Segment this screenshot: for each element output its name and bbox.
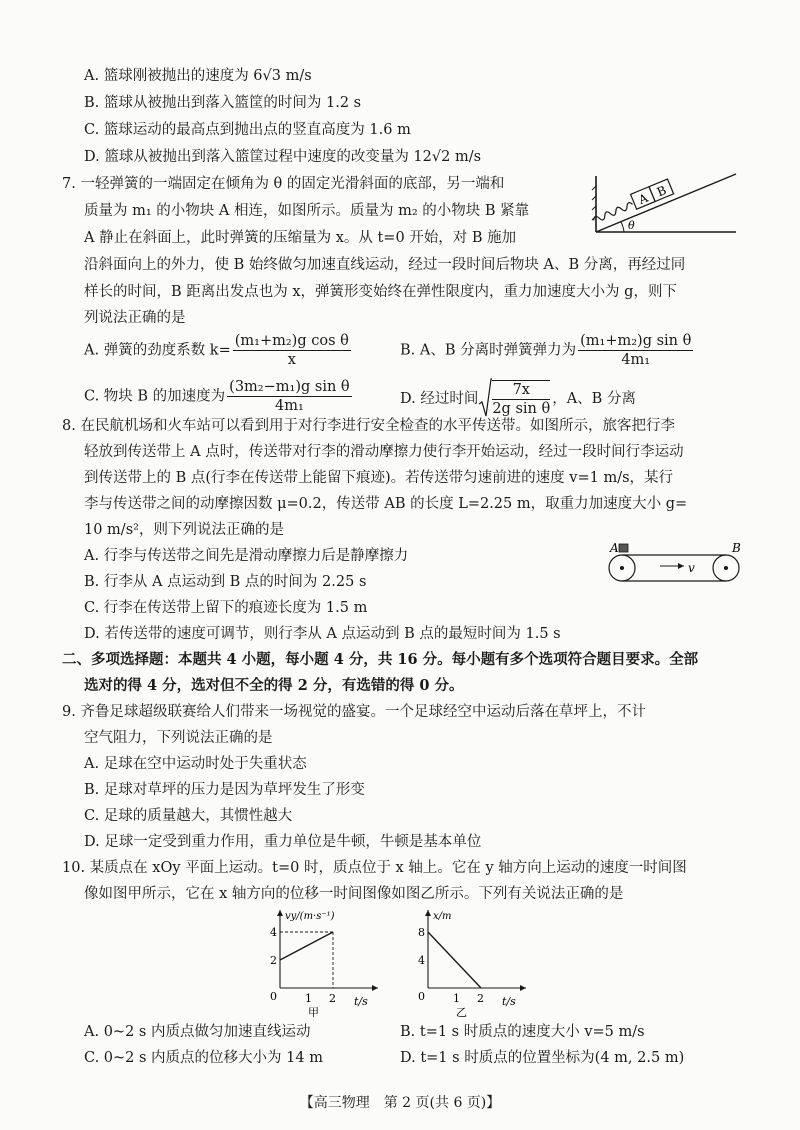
q6-option-d: D. 篮球从被抛出到落入篮筐过程中速度的改变量为 12√2 m/s [84,149,482,165]
q8-stem-line5: 10 m/s²，则下列说法正确的是 [84,522,284,538]
q7-stem-line1: 7. 一轻弹簧的一端固定在倾角为 θ 的固定光滑斜面的底部，另一端和 [62,176,505,192]
q7-stem-line3: A 静止在斜面上，此时弹簧的压缩量为 x。从 t=0 开始，对 B 施加 [84,230,517,246]
q7-option-a [84,332,353,369]
q9-option-d: D. 足球一定受到重力作用，重力单位是牛顿，牛顿是基本单位 [84,834,482,850]
q7-fig-theta: θ [628,219,635,232]
q7-option-c-numerator: (3m₂−m₁)g sin θ [229,379,350,395]
q8-conveyor-figure [606,540,744,592]
section2-heading-line1: 二、多项选择题：本题共 4 小题，每小题 4 分，共 16 分。每小题有多个选项符合题目要求。全部 [62,651,699,668]
q10-graph-yi-ytick-4: 4 [418,954,425,967]
q7-option-d-fraction [492,380,550,418]
q10-option-c: C. 0~2 s 内质点的位移大小为 14 m [84,1050,323,1066]
q7-option-b-fraction [578,332,693,369]
q10-graph-yi-ylabel: x/m [433,911,452,922]
q7-option-d-numerator: 7x [492,381,550,400]
q8-fig-label-a: A [610,541,619,555]
q10-option-d: D. t=1 s 时质点的位置坐标为(4 m, 2.5 m) [400,1050,685,1066]
q8-fig-label-b: B [732,541,741,555]
q7-option-c [84,378,354,415]
q8-stem-line2: 轻放到传送带上 A 点时，传送带对行李的滑动摩擦力使行李开始运动，经过一段时间行李运动 [84,444,684,460]
q10-graph-jia-xlabel: t/s [354,995,368,1008]
q10-graph-yi-ytick-8: 8 [418,926,425,939]
q7-option-a-fraction [233,332,351,369]
q10-graph-jia [258,908,388,1020]
q10-graph-yi-xtick-2: 2 [477,992,484,1005]
q10-graph-jia-ylabel: vy/(m·s⁻¹) [285,911,335,922]
q8-option-c: C. 行李在传送带上留下的痕迹长度为 1.5 m [84,600,368,616]
q10-graph-yi-origin: 0 [418,990,425,1003]
q10-stem-line1: 10. 某质点在 xOy 平面上运动。t=0 时，质点位于 x 轴上。它在 y 轴方向上运动的速度一时间图 [62,860,687,876]
q7-stem-line4: 沿斜面向上的外力，使 B 始终做匀加速直线运动，经过一段时间后物块 A、B 分离，再经过同 [84,257,686,273]
q7-option-d-prefix: D. 经过时间 [400,391,479,407]
q7-option-b [400,332,695,369]
q8-option-b: B. 行李从 A 点运动到 B 点的时间为 2.25 s [84,574,367,590]
q7-option-d [400,378,636,420]
q6-option-b: B. 篮球从被抛出到落入篮筐的时间为 1.2 s [84,95,362,111]
q7-stem-line2: 质量为 m₁ 的小物块 A 相连，如图所示。质量为 m₂ 的小物块 B 紧靠 [84,203,530,219]
page-footer: 【高三物理 第 2 页(共 6 页)】 [299,1095,501,1111]
q7-option-b-numerator: (m₁+m₂)g sin θ [580,333,692,349]
q7-option-b-prefix: B. A、B 分离时弹簧弹力为 [400,342,577,359]
q6-option-a: A. 篮球刚被抛出的速度为 6√3 m/s [84,68,312,84]
q10-graph-jia-ytick-4: 4 [270,926,277,939]
q7-option-a-numerator: (m₁+m₂)g cos θ [234,333,349,349]
q7-option-d-suffix: ，A、B 分离 [552,391,636,407]
q10-option-b: B. t=1 s 时质点的速度大小 v=5 m/s [400,1024,645,1040]
q10-graph-yi-line [428,932,481,988]
q8-stem-line4: 李与传送带之间的动摩擦因数 μ=0.2，传送带 AB 的长度 L=2.25 m，取重力加速度大小 g= [84,496,688,512]
q10-graph-yi-xlabel: t/s [502,995,516,1008]
q10-option-a: A. 0~2 s 内质点做匀加速直线运动 [84,1024,311,1040]
q7-fig-label-b: B [654,183,669,200]
luggage-icon [619,544,628,552]
q7-option-b-denominator: 4m₁ [621,352,651,368]
q9-option-c: C. 足球的质量越大，其惯性越大 [84,808,293,824]
q8-option-a: A. 行李与传送带之间先是滑动摩擦力后是静摩擦力 [84,548,409,564]
q7-option-c-prefix: C. 物块 B 的加速度为 [84,388,226,405]
q8-fig-label-v: v [688,561,695,575]
q9-stem-line1: 9. 齐鲁足球超级联赛给人们带来一场视觉的盛宴。一个足球经空中运动后落在草坪上，不计 [62,704,646,720]
q10-graph-yi [406,908,536,1020]
q7-option-c-denominator: 4m₁ [275,398,304,414]
q7-option-d-denominator: 2g sin θ [492,401,551,417]
q10-graph-jia-caption: 甲 [308,1006,319,1019]
q8-stem-line3: 到传送带上的 B 点(行李在传送带上能留下痕迹)。若传送带匀速前进的速度 v=1 m/s，某行 [84,470,674,486]
q10-graph-jia-xtick-1: 1 [305,992,312,1005]
sqrt-sign-icon [478,378,492,420]
q7-option-a-denominator: x [287,352,296,368]
q10-graph-yi-caption: 乙 [456,1006,467,1019]
q10-graph-jia-ytick-2: 2 [270,954,277,967]
q9-option-a: A. 足球在空中运动时处于失重状态 [84,756,307,772]
q6-option-c: C. 篮球运动的最高点到抛出点的竖直高度为 1.6 m [84,122,411,138]
q7-stem-line6: 列说法正确的是 [84,310,186,326]
q9-option-b: B. 足球对草坪的压力是因为草坪发生了形变 [84,782,365,798]
q10-graph-jia-line [280,932,333,960]
q7-option-c-fraction [227,378,351,415]
q10-graph-jia-origin: 0 [270,990,277,1003]
q8-option-d: D. 若传送带的速度可调节，则行李从 A 点运动到 B 点的最短时间为 1.5 s [84,626,561,642]
q7-fig-label-a: A [636,190,650,207]
q10-graph-jia-xtick-2: 2 [329,992,336,1005]
q7-stem-line5: 样长的时间，B 距离出发点也为 x，弹簧形变始终在弹性限度内，重力加速度大小为 g，则下 [84,284,677,300]
q7-incline-figure [590,166,740,240]
q10-graph-yi-xtick-1: 1 [453,992,460,1005]
q9-stem-line2: 空气阻力，下列说法正确的是 [84,730,273,746]
q7-option-a-prefix: A. 弹簧的劲度系数 k= [84,342,231,359]
q8-stem-line1: 8. 在民航机场和火车站可以看到用于对行李进行安全检查的水平传送带。如图所示，旅客把行李 [62,418,675,434]
q10-stem-line2: 像如图甲所示，它在 x 轴方向的位移一时间图像如图乙所示。下列有关说法正确的是 [84,886,624,902]
section2-heading-line2: 选对的得 4 分，选对但不全的得 2 分，有选错的得 0 分。 [84,677,464,694]
q7-option-d-sqrt [478,378,552,420]
